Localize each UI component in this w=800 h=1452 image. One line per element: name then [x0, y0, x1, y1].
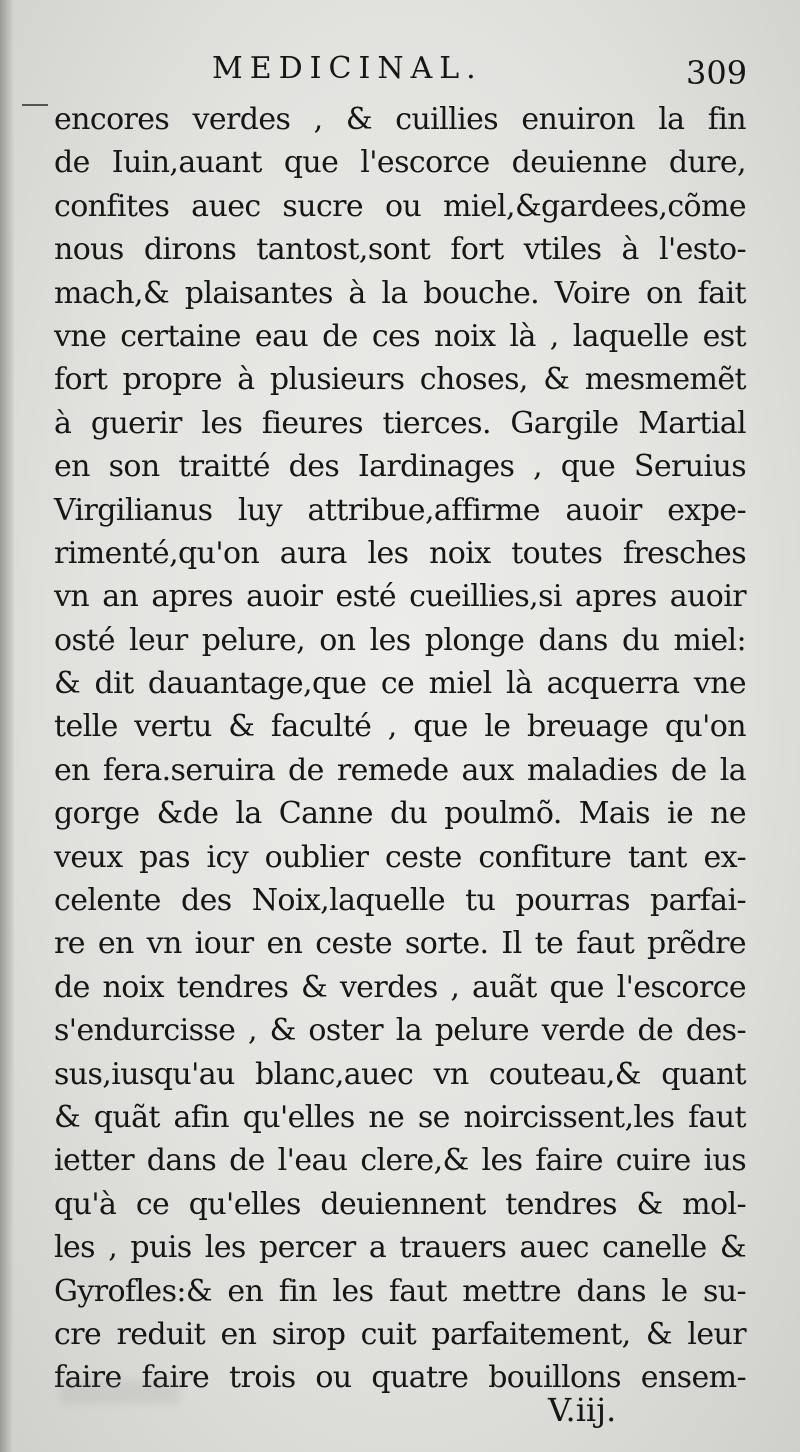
- text-line: rimenté,qu'on aura les noix toutes fresches: [54, 535, 746, 571]
- text-line: telle vertu & faculté , que le breuage qu'on: [54, 709, 746, 745]
- text-line: en son traitté des Iardinages , que Seruius: [54, 449, 746, 485]
- text-line: qu'à ce qu'elles deuiennent tendres & mol-: [54, 1186, 746, 1222]
- text-line: vn an apres auoir esté cueillies,si apres auoir: [54, 579, 746, 615]
- text-line: sus,iusqu'au blanc,auec vn couteau,& quant: [54, 1056, 746, 1092]
- text-line: en fera.seruira de remede aux maladies de la: [54, 752, 746, 788]
- text-line: mach,& plaisantes à la bouche. Voire on fait: [54, 275, 746, 311]
- text-line: à guerir les fieures tierces. Gargile Martial: [54, 405, 746, 441]
- page-number: 309: [686, 54, 748, 92]
- text-line: fort propre à plusieurs choses, & mesmemẽt: [54, 362, 746, 398]
- text-line: vne certaine eau de ces noix là , laquelle est: [54, 318, 746, 354]
- text-line: veux pas icy oublier ceste confiture tant ex-: [54, 839, 746, 875]
- running-title: MEDICINAL.: [212, 51, 483, 86]
- text-line: les , puis les percer a trauers auec canelle &: [54, 1230, 746, 1266]
- text-line: Gyrofles:& en fin les faut mettre dans le su-: [54, 1273, 746, 1309]
- text-line: confites auec sucre ou miel,&gardees,cõme: [54, 188, 746, 224]
- text-line: encores verdes , & cuillies enuiron la fin: [54, 102, 746, 137]
- text-line: osté leur pelure, on les plonge dans du miel:: [54, 622, 746, 658]
- text-line: de Iuin,auant que l'escorce deuienne dure,: [54, 145, 746, 181]
- margin-mark: [22, 104, 48, 106]
- text-line: de noix tendres & verdes , auãt que l'escorce: [54, 969, 746, 1005]
- text-line: gorge &de la Canne du poulmõ. Mais ie ne: [54, 796, 746, 832]
- show-through-smudge: [60, 1380, 180, 1404]
- text-line: faire faire trois ou quatre bouillons ensem-: [54, 1360, 746, 1396]
- text-line: cre reduit en sirop cuit parfaitement, & leur: [54, 1316, 746, 1352]
- text-line: & quãt afin qu'elles ne se noircissent,les faut: [54, 1099, 746, 1135]
- signature-mark: V.iij.: [548, 1391, 617, 1429]
- text-line: Virgilianus luy attribue,affirme auoir expe-: [54, 492, 746, 528]
- text-line: ietter dans de l'eau clere,& les faire cuire ius: [54, 1143, 746, 1179]
- text-line: s'endurcisse , & oster la pelure verde de des-: [54, 1013, 746, 1049]
- text-line: & dit dauantage,que ce miel là acquerra vne: [54, 666, 746, 702]
- text-line: celente des Noix,laquelle tu pourras parfai-: [54, 883, 746, 919]
- running-head: [0, 44, 800, 94]
- body-text: [54, 98, 746, 1400]
- text-line: re en vn iour en ceste sorte. Il te faut prẽdre: [54, 926, 746, 962]
- text-line: nous dirons tantost,sont fort vtiles à l'esto-: [54, 232, 746, 268]
